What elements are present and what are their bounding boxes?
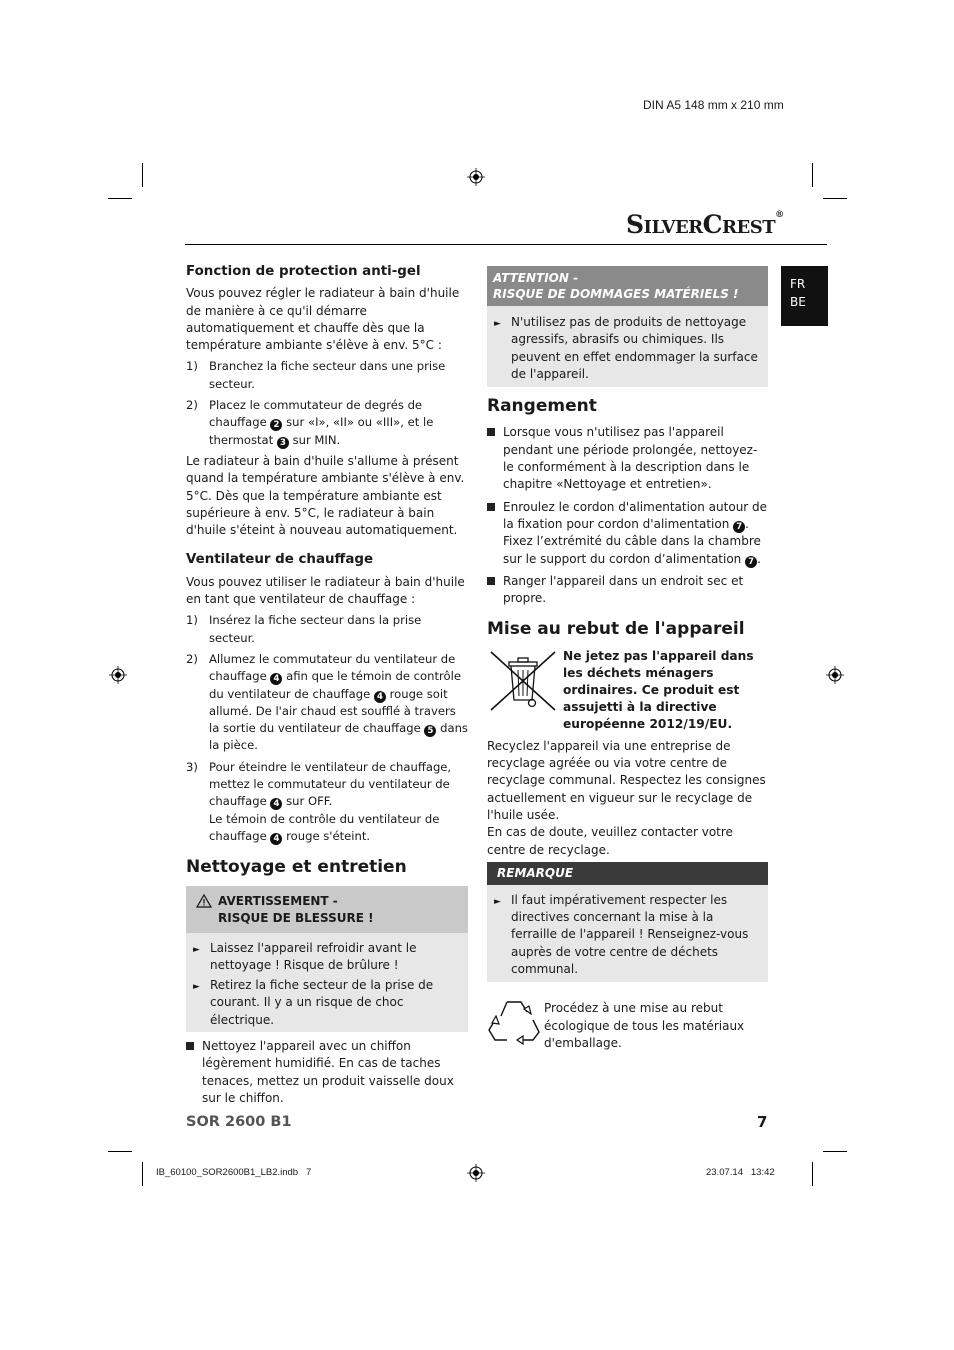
ref-number: 4 (270, 673, 282, 685)
warning-triangle-icon (196, 894, 212, 908)
crop-mark (108, 1151, 132, 1152)
language-be: BE (790, 295, 806, 309)
square-bullet-icon (186, 1038, 202, 1107)
slug-date: 23.07.14 13:42 (706, 1167, 775, 1178)
step-text: Branchez la fiche secteur dans une prise secteur. (209, 359, 446, 391)
ref-number: 4 (374, 691, 386, 703)
right-column (487, 266, 768, 1052)
step-number: 1) (186, 359, 198, 374)
ref-number: 2 (270, 419, 282, 431)
step-text: Pour éteindre le ventilateur de chauffage, mettez le commutateur du ventilateur de chauffage 4 sur OFF. Le témoin de contrôle du ventilateur de chauffage 4 rouge s'éteint. (209, 759, 452, 844)
language-fr: FR (790, 277, 806, 291)
square-bullet-icon (487, 424, 503, 493)
antifreeze-intro: Vous pouvez régler le radiateur à bain d'huile de manière à ce qu'il démarre automatiquement et chauffe dès que la température ambiante s'élève à env. 5°C : (186, 286, 460, 353)
fan-step-3 (186, 759, 468, 845)
header-rule (185, 244, 827, 245)
cleaning-bullet: Nettoyez l'appareil avec un chiffon légèrement humidifié. En cas de taches tenaces, mettez un produit vaisselle doux sur le chiffon. (186, 1038, 468, 1107)
step-text: Placez le commutateur de degrés de chauffage 2 sur «I», «II» ou «III», et le thermostat 3 sur MIN. (209, 398, 434, 448)
antifreeze-step-2 (186, 397, 468, 449)
recycle-icon (487, 996, 541, 1046)
step-text: Insérez la fiche secteur dans la prise secteur. (209, 613, 422, 645)
warning-item: ► Retirez la fiche secteur de la prise de courant. Il y a un risque de choc électrique. (186, 977, 468, 1029)
fan-title: Ventilateur de chauffage (186, 552, 374, 568)
language-tab (781, 266, 828, 326)
recycling-text: Procédez à une mise au rebut écologique de tous les matériaux d'emballage. (544, 1001, 745, 1050)
registration-mark-icon (109, 666, 127, 684)
arrow-icon: ► (193, 944, 200, 955)
attention-box (487, 266, 768, 387)
attention-header: ATTENTION - RISQUE DE DOMMAGES MATÉRIELS ! (487, 266, 768, 306)
storage-item: Lorsque vous n'utilisez pas l'appareil pendant une période prolongée, nettoyez-le conformément à la description dans le chapitre «Nettoyage et entretien». (487, 424, 768, 493)
ref-number: 4 (270, 798, 282, 810)
crop-mark (108, 198, 132, 199)
storage-title: Rangement (487, 396, 597, 417)
crop-mark (812, 163, 813, 187)
crop-mark (142, 163, 143, 187)
arrow-icon: ► (494, 896, 501, 907)
note-header: REMARQUE (487, 862, 768, 885)
storage-item: Ranger l'appareil dans un endroit sec et propre. (487, 573, 768, 608)
crop-mark (142, 1162, 143, 1186)
arrow-icon: ► (193, 982, 200, 993)
crossed-bin-icon (487, 648, 559, 716)
disposal-body-2: En cas de doute, veuillez contacter votre centre de recyclage. (487, 825, 733, 857)
fan-step-1 (186, 612, 468, 647)
brand-logo (626, 210, 784, 239)
cleaning-title: Nettoyage et entretien (186, 857, 407, 878)
step-number: 2) (186, 651, 198, 666)
step-number: 2) (186, 398, 198, 413)
format-label: DIN A5 148 mm x 210 mm (643, 98, 784, 112)
left-column (186, 263, 468, 1107)
ref-number: 3 (277, 437, 289, 449)
warning-item: ► Laissez l'appareil refroidir avant le nettoyage ! Risque de brûlure ! (186, 940, 468, 975)
disposal-warning: Ne jetez pas l'appareil dans les déchets ménagers ordinaires. Ce produit est assujetti à la directive européenne 2012/19/EU. (563, 648, 754, 731)
brand-logo-text: SilverCrest (626, 210, 776, 239)
registration-mark-icon (467, 168, 485, 186)
fan-intro: Vous pouvez utiliser le radiateur à bain d'huile en tant que ventilateur de chauffage : (186, 574, 465, 607)
footer-model: SOR 2600 B1 (186, 1114, 292, 1130)
ref-number: 7 (733, 521, 745, 533)
crop-mark (823, 1151, 847, 1152)
warning-header (186, 886, 468, 933)
attention-item: ► N'utilisez pas de produits de nettoyage agressifs, abrasifs ou chimiques. Ils peuvent en effet endommager la surface de l'appareil. (487, 314, 768, 383)
storage-item: Enroulez le cordon d'alimentation autour de la fixation pour cordon d'alimentation 7 . Fixez l’extrémité du câble dans la chambre sur le support du cordon d’alimentation 7 . (487, 499, 768, 568)
arrow-icon: ► (494, 319, 501, 329)
brand-reg-mark: ® (775, 210, 784, 220)
square-bullet-icon (487, 499, 503, 568)
disposal-title: Mise au rebut de l'appareil (487, 619, 745, 640)
crop-mark (812, 1162, 813, 1186)
warning-line-2: RISQUE DE BLESSURE ! (218, 910, 374, 925)
note-box (487, 862, 768, 982)
crop-mark (823, 198, 847, 199)
disposal-notice (487, 648, 768, 733)
antifreeze-outro: Le radiateur à bain d'huile s'allume à présent quand la température ambiante s'élève à env. 5°C. Dès que la température ambiante est supérieure à env. 5°C, le radiateur à bain d'huile s'éteint à nouveau automatiquement. (186, 453, 465, 538)
warning-box (186, 886, 468, 1032)
ref-number: 4 (270, 833, 282, 845)
step-number: 1) (186, 613, 198, 628)
antifreeze-title: Fonction de protection anti-gel (186, 264, 421, 279)
fan-step-2 (186, 651, 468, 755)
note-item: ► Il faut impérativement respecter les directives concernant la mise à la ferraille de l'appareil ! Renseignez-vous auprès de votre centre de déchets communal. (487, 892, 768, 978)
antifreeze-step-1 (186, 358, 468, 393)
registration-mark-icon (826, 666, 844, 684)
registration-mark-icon (467, 1164, 485, 1182)
slug-filename: IB_60100_SOR2600B1_LB2.indb 7 (156, 1167, 312, 1178)
disposal-body: Recyclez l'appareil via une entreprise de recyclage agréée ou via votre centre de recyclage communal. Respectez les consignes actuellement en vigueur sur le recyclage de l'huile usée. (487, 738, 766, 822)
warning-line-1: AVERTISSEMENT - (218, 893, 338, 908)
ref-number: 7 (745, 556, 757, 568)
recycling-notice (487, 996, 768, 1052)
square-bullet-icon (487, 573, 503, 608)
step-text: Allumez le commutateur du ventilateur de chauffage 4 afin que le témoin de contrôle du ventilateur de chauffage 4 rouge soit allumé. De l'air chaud est soufflé à travers la sortie du ventilateur de chauffage 5 dans la pièce. (209, 651, 468, 753)
step-number: 3) (186, 759, 198, 774)
footer-page-number: 7 (757, 1113, 768, 1131)
ref-number: 5 (424, 725, 436, 737)
